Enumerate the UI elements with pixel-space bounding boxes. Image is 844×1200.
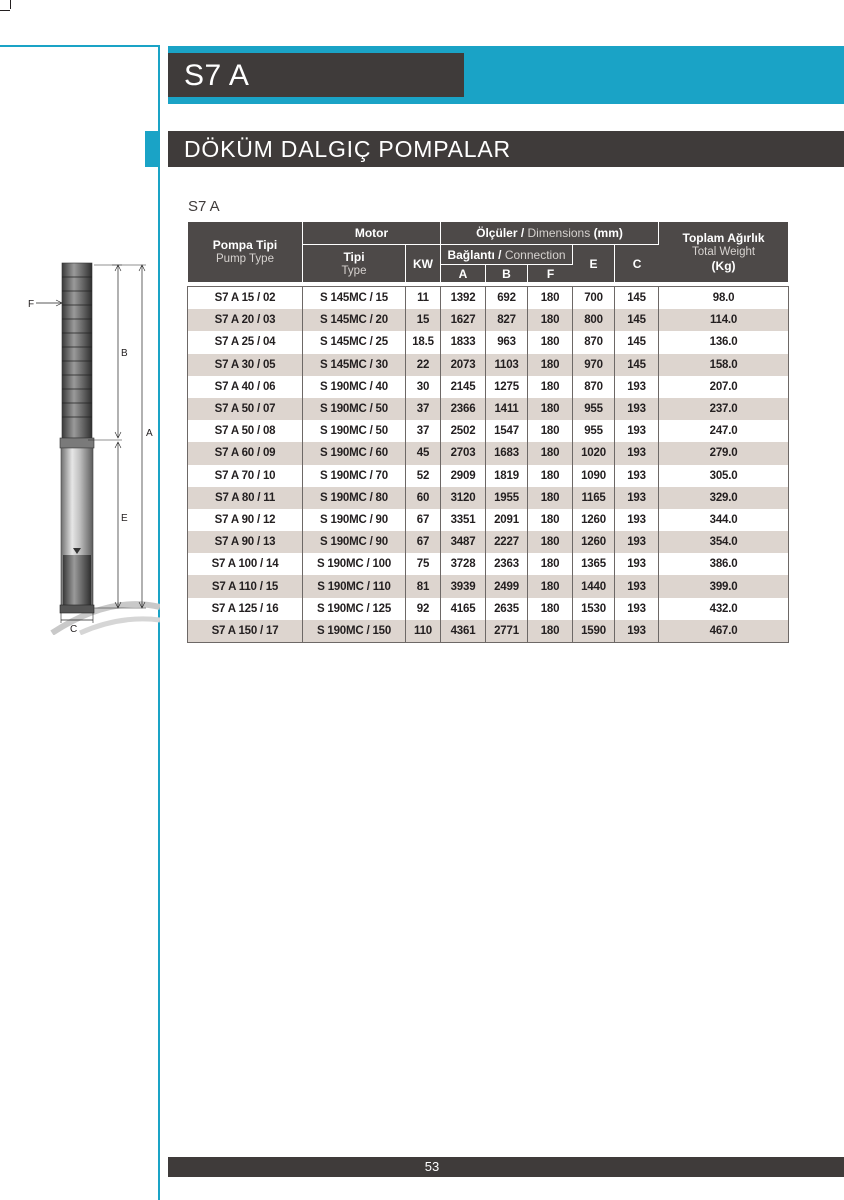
cell-e: 955 [573,420,615,442]
cell-b: 1547 [486,420,528,442]
cell-pump: S7 A 25 / 04 [188,331,303,353]
cell-kw: 75 [406,553,441,575]
header-pump-type [188,222,303,283]
cell-a: 2909 [441,465,486,487]
cell-f: 180 [528,465,573,487]
base-arc [80,619,160,633]
cell-a: 2703 [441,442,486,464]
header-connection-en: Connection [504,247,566,262]
cell-weight: 354.0 [659,531,788,553]
cell-pump: S7 A 110 / 15 [188,575,303,597]
cell-motor: S 190MC / 80 [303,487,406,509]
cell-kw: 37 [406,398,441,420]
header-dimensions-unit: (mm) [593,226,623,240]
left-margin-rule [0,45,160,47]
cell-motor: S 190MC / 90 [303,509,406,531]
cell-e: 870 [573,376,615,398]
pump-stages [62,263,92,438]
cell-c: 193 [615,465,659,487]
header-dimensions-en: Dimensions [527,226,591,240]
table-body [188,287,788,642]
cell-weight: 98.0 [659,287,788,309]
table-row [188,487,788,509]
cell-c: 193 [615,487,659,509]
table-row [188,531,788,553]
cell-weight: 247.0 [659,420,788,442]
header-weight [659,222,788,283]
header-connection [441,245,573,265]
section-label: S7 A [188,198,220,215]
cell-b: 692 [486,287,528,309]
header-col-e: E [573,245,615,283]
motor-base [63,555,91,605]
cell-e: 1020 [573,442,615,464]
header-col-c: C [615,245,659,283]
cell-c: 145 [615,354,659,376]
table-row [188,598,788,620]
cell-c: 193 [615,442,659,464]
cell-motor: S 145MC / 30 [303,354,406,376]
cell-motor: S 190MC / 40 [303,376,406,398]
table-header [188,222,788,287]
cell-c: 193 [615,531,659,553]
cell-a: 1392 [441,287,486,309]
cell-e: 1590 [573,620,615,642]
table-row [188,509,788,531]
table-row [188,553,788,575]
table-row [188,420,788,442]
header-weight-tr: Toplam Ağırlık [682,231,765,245]
cell-f: 180 [528,487,573,509]
cell-c: 193 [615,575,659,597]
cell-weight: 207.0 [659,376,788,398]
cell-e: 870 [573,331,615,353]
cell-pump: S7 A 90 / 12 [188,509,303,531]
dimension-label-a: A [146,428,153,439]
cell-kw: 92 [406,598,441,620]
table-row [188,575,788,597]
cell-motor: S 190MC / 50 [303,398,406,420]
cell-b: 2227 [486,531,528,553]
cell-b: 2499 [486,575,528,597]
header-kw: KW [406,245,441,283]
cell-motor: S 190MC / 150 [303,620,406,642]
cell-weight: 114.0 [659,309,788,331]
cell-motor: S 190MC / 110 [303,575,406,597]
cell-e: 1165 [573,487,615,509]
cell-f: 180 [528,531,573,553]
cell-pump: S7 A 80 / 11 [188,487,303,509]
cell-a: 4361 [441,620,486,642]
cell-a: 1627 [441,309,486,331]
cell-f: 180 [528,442,573,464]
cell-motor: S 190MC / 90 [303,531,406,553]
cell-f: 180 [528,376,573,398]
cell-a: 2145 [441,376,486,398]
header-connection-tr: Bağlantı / [447,247,502,262]
cell-pump: S7 A 70 / 10 [188,465,303,487]
cell-weight: 467.0 [659,620,788,642]
cell-kw: 11 [406,287,441,309]
cell-f: 180 [528,354,573,376]
header-dimensions [441,222,659,245]
cell-a: 2073 [441,354,486,376]
cell-c: 193 [615,553,659,575]
cell-e: 1530 [573,598,615,620]
cell-kw: 52 [406,465,441,487]
table-row [188,620,788,642]
header-pump-type-en: Pump Type [216,253,274,265]
cell-motor: S 190MC / 50 [303,420,406,442]
crop-mark [0,10,10,11]
crop-mark [10,0,11,9]
page-number: 53 [424,1159,440,1174]
cell-a: 2502 [441,420,486,442]
cell-c: 145 [615,287,659,309]
cell-a: 4165 [441,598,486,620]
cell-b: 2091 [486,509,528,531]
cell-c: 145 [615,309,659,331]
cell-b: 1819 [486,465,528,487]
cell-pump: S7 A 125 / 16 [188,598,303,620]
cell-f: 180 [528,575,573,597]
cell-b: 827 [486,309,528,331]
cell-f: 180 [528,509,573,531]
cell-e: 1365 [573,553,615,575]
cell-weight: 136.0 [659,331,788,353]
cell-b: 963 [486,331,528,353]
cell-e: 1260 [573,531,615,553]
cell-weight: 158.0 [659,354,788,376]
cell-a: 1833 [441,331,486,353]
cell-c: 145 [615,331,659,353]
table-row [188,354,788,376]
cell-motor: S 145MC / 20 [303,309,406,331]
cell-pump: S7 A 20 / 03 [188,309,303,331]
header-weight-unit: (Kg) [711,259,736,273]
cell-e: 700 [573,287,615,309]
cell-motor: S 190MC / 70 [303,465,406,487]
cell-motor: S 190MC / 60 [303,442,406,464]
header-dimensions-tr: Ölçüler / [476,226,525,240]
cell-kw: 37 [406,420,441,442]
header-pump-type-tr: Pompa Tipi [212,238,278,252]
pump-spec-table [188,222,788,642]
cell-pump: S7 A 15 / 02 [188,287,303,309]
cell-a: 3728 [441,553,486,575]
cell-f: 180 [528,309,573,331]
dimension-label-f: F [28,299,35,310]
cell-b: 1683 [486,442,528,464]
cell-e: 955 [573,398,615,420]
table-row [188,331,788,353]
cell-weight: 329.0 [659,487,788,509]
header-motor-type-tr: Tipi [343,249,365,264]
cell-pump: S7 A 60 / 09 [188,442,303,464]
table-row [188,287,788,309]
subtitle-band [168,131,844,167]
cell-pump: S7 A 30 / 05 [188,354,303,376]
cell-e: 800 [573,309,615,331]
table-row [188,376,788,398]
cell-weight: 432.0 [659,598,788,620]
cell-b: 2771 [486,620,528,642]
footer-band [168,1157,844,1177]
cell-weight: 386.0 [659,553,788,575]
cell-e: 1440 [573,575,615,597]
header-motor-type [303,245,406,283]
cell-weight: 399.0 [659,575,788,597]
cell-kw: 110 [406,620,441,642]
cell-f: 180 [528,420,573,442]
cell-weight: 305.0 [659,465,788,487]
cell-a: 3120 [441,487,486,509]
page-subtitle: DÖKÜM DALGIÇ POMPALAR [184,136,511,162]
cell-weight: 344.0 [659,509,788,531]
table-row [188,465,788,487]
cell-b: 2635 [486,598,528,620]
header-motor-type-en: Type [341,264,367,277]
table-row [188,442,788,464]
cell-kw: 67 [406,531,441,553]
dimension-label-e: E [121,513,128,524]
cell-a: 3939 [441,575,486,597]
cell-kw: 81 [406,575,441,597]
header-col-b: B [486,265,528,283]
dimension-label-c: C [70,624,78,635]
cell-weight: 279.0 [659,442,788,464]
cell-pump: S7 A 100 / 14 [188,553,303,575]
cell-kw: 15 [406,309,441,331]
cell-b: 1411 [486,398,528,420]
dimension-label-b: B [121,348,128,359]
cell-f: 180 [528,331,573,353]
cell-b: 2363 [486,553,528,575]
cell-pump: S7 A 50 / 07 [188,398,303,420]
cell-motor: S 145MC / 25 [303,331,406,353]
cell-a: 3351 [441,509,486,531]
page-title: S7 A [184,59,250,92]
cell-b: 1275 [486,376,528,398]
cell-pump: S7 A 50 / 08 [188,420,303,442]
cell-c: 193 [615,398,659,420]
cell-c: 193 [615,420,659,442]
pump-dimension-drawing [20,255,160,635]
cell-weight: 237.0 [659,398,788,420]
cell-kw: 18.5 [406,331,441,353]
cell-f: 180 [528,287,573,309]
motor-foot [60,605,94,613]
cell-c: 193 [615,598,659,620]
cell-a: 3487 [441,531,486,553]
cell-f: 180 [528,598,573,620]
cell-e: 970 [573,354,615,376]
cell-c: 193 [615,509,659,531]
cell-f: 180 [528,553,573,575]
cell-f: 180 [528,398,573,420]
header-weight-en: Total Weight [692,246,756,258]
cell-e: 1260 [573,509,615,531]
cell-f: 180 [528,620,573,642]
cell-c: 193 [615,376,659,398]
title-box [168,53,464,97]
cell-kw: 22 [406,354,441,376]
cell-pump: S7 A 90 / 13 [188,531,303,553]
cell-kw: 45 [406,442,441,464]
cell-b: 1103 [486,354,528,376]
cell-motor: S 190MC / 100 [303,553,406,575]
cell-pump: S7 A 150 / 17 [188,620,303,642]
table-row [188,398,788,420]
cell-c: 193 [615,620,659,642]
cell-kw: 67 [406,509,441,531]
suction-joint [60,438,94,448]
cell-pump: S7 A 40 / 06 [188,376,303,398]
cell-e: 1090 [573,465,615,487]
table-row [188,309,788,331]
header-col-f: F [528,265,573,283]
subtitle-accent-tab [145,131,160,167]
header-motor: Motor [303,222,441,245]
cell-motor: S 145MC / 15 [303,287,406,309]
header-col-a: A [441,265,486,283]
cell-kw: 30 [406,376,441,398]
cell-kw: 60 [406,487,441,509]
cell-a: 2366 [441,398,486,420]
cell-b: 1955 [486,487,528,509]
cell-motor: S 190MC / 125 [303,598,406,620]
